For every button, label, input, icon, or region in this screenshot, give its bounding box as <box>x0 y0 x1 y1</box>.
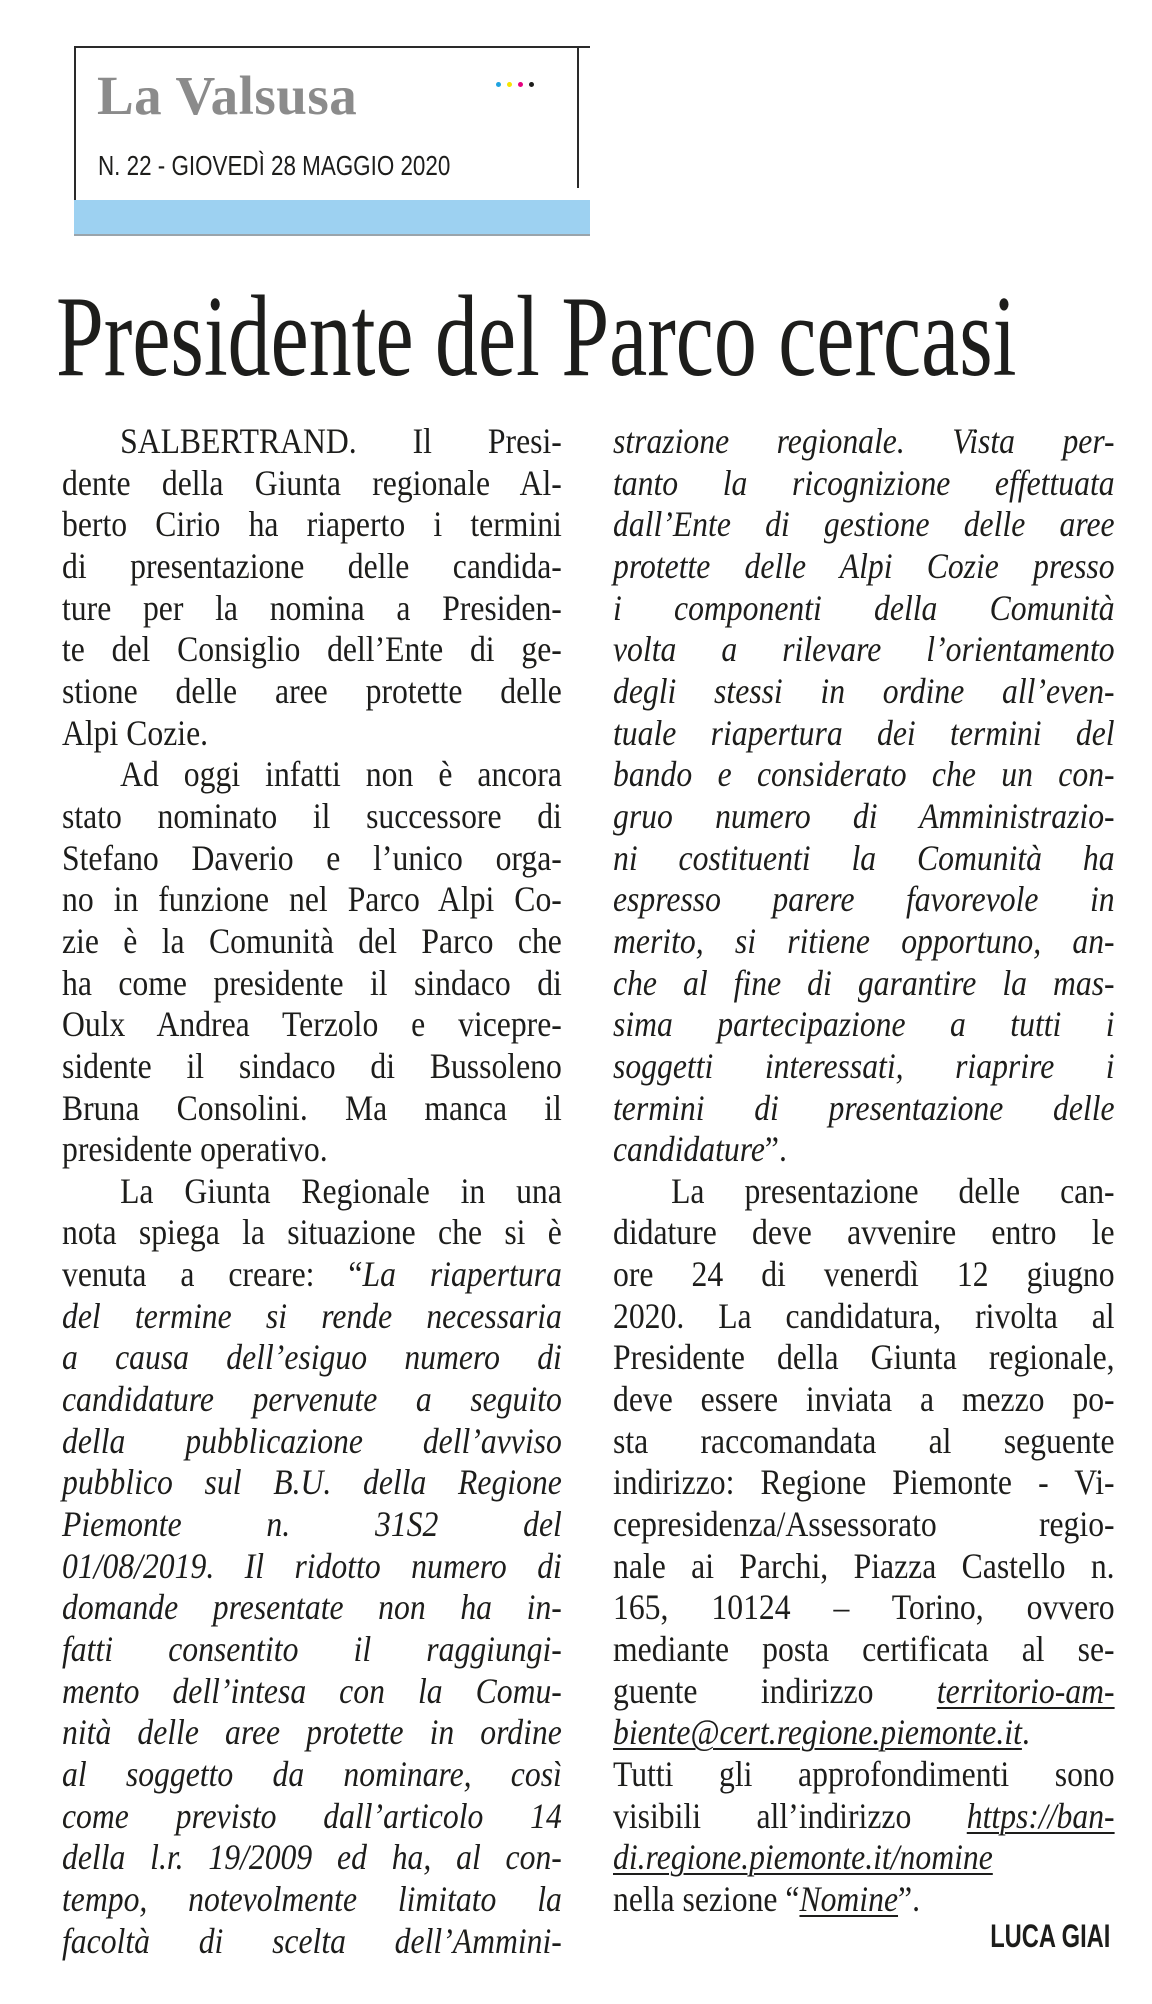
text-segment: della l.r. 19/2009 ed ha, al con- <box>62 1837 562 1878</box>
text-segment: zie è la Comunità del Parco che <box>62 920 562 961</box>
text-line <box>62 1629 562 1671</box>
registration-dot-black <box>529 82 534 87</box>
text-segment: sta raccomandata al seguente <box>613 1420 1115 1461</box>
text-segment: stato nominato il successore di <box>62 795 562 836</box>
text-segment: come previsto dall’articolo 14 <box>62 1795 562 1836</box>
author-byline: LUCA GIAI <box>989 1918 1110 1954</box>
text-segment: termini di presentazione delle <box>613 1087 1115 1128</box>
text-line <box>613 588 1115 630</box>
text-segment: Ad oggi infatti non è ancora <box>120 754 562 795</box>
text-segment: ”. <box>764 1129 787 1170</box>
text-line <box>613 1088 1115 1130</box>
text-segment: i componenti della Comunità <box>613 587 1115 628</box>
text-line <box>613 1629 1115 1671</box>
text-line <box>613 1587 1115 1629</box>
text-segment: Tutti gli approfondimenti sono <box>613 1754 1115 1794</box>
text-line <box>613 1504 1115 1546</box>
article-headline: Presidente del Parco cercasi <box>56 273 1017 401</box>
text-segment: mediante posta certificata al se- <box>613 1629 1115 1670</box>
text-segment: cepresidenza/Assessorato regio- <box>613 1504 1115 1545</box>
text-line <box>613 1004 1115 1046</box>
text-segment: della pubblicazione dell’avviso <box>62 1420 562 1461</box>
text-segment: 165, 10124 – Torino, ovvero <box>613 1587 1115 1628</box>
text-segment: ore 24 di venerdì 12 giugno <box>613 1254 1115 1295</box>
text-segment: La riapertura <box>362 1254 562 1295</box>
masthead-border-right <box>577 46 579 188</box>
text-segment: volta a rilevare l’orientamento <box>613 629 1115 670</box>
text-line <box>62 1504 562 1546</box>
text-segment: ni costituenti la Comunità ha <box>613 837 1115 878</box>
text-line <box>62 754 562 796</box>
text-segment: nale ai Parchi, Piazza Castello n. <box>613 1545 1115 1586</box>
text-line <box>613 1171 1115 1213</box>
text-segment: La presentazione delle can- <box>671 1170 1115 1211</box>
text-segment: ”. <box>898 1878 921 1919</box>
text-segment: te del Consiglio dell’Ente di ge- <box>62 629 562 670</box>
text-line <box>613 1379 1115 1421</box>
text-line <box>62 1337 562 1379</box>
text-line <box>613 796 1115 838</box>
newspaper-name: La Valsusa <box>97 65 358 126</box>
masthead-color-bar <box>74 200 590 235</box>
text-line <box>62 1254 562 1296</box>
registration-dot-cyan <box>496 82 501 87</box>
article-column-2 <box>613 421 1115 1921</box>
text-segment: nota spiega la situazione che si è <box>62 1212 562 1253</box>
text-line <box>613 1754 1115 1796</box>
text-segment: 01/08/2019. Il ridotto numero di <box>62 1545 562 1586</box>
text-line <box>62 1296 562 1338</box>
text-line <box>62 504 562 546</box>
text-segment: 2020. La candidatura, rivolta al <box>613 1295 1115 1336</box>
text-line <box>62 838 562 880</box>
issue-date: N. 22 - GIOVEDÌ 28 MAGGIO 2020 <box>98 150 451 181</box>
text-segment: sidente il sindaco di Bussoleno <box>62 1045 562 1086</box>
text-line <box>62 1879 562 1921</box>
link-text[interactable]: Nomine <box>799 1878 899 1919</box>
text-segment: al soggetto da nominare, così <box>62 1754 562 1794</box>
text-line <box>62 1379 562 1421</box>
text-segment: no in funzione nel Parco Alpi Co- <box>62 879 562 920</box>
text-line <box>62 1754 562 1796</box>
text-segment: Alpi Cozie. <box>62 712 209 753</box>
text-line <box>613 713 1115 755</box>
text-line <box>62 1004 562 1046</box>
text-line <box>62 1046 562 1088</box>
text-segment: domande presentate non ha in- <box>62 1587 562 1628</box>
text-line <box>62 1212 562 1254</box>
text-segment: ture per la nomina a Presiden- <box>62 587 562 628</box>
text-segment: didature deve avvenire entro le <box>613 1212 1115 1253</box>
text-line <box>613 421 1115 463</box>
text-segment: che al fine di garantire la mas- <box>613 962 1115 1003</box>
text-line <box>613 1212 1115 1254</box>
text-line <box>62 1587 562 1629</box>
text-segment: nità delle aree protette in ordine <box>62 1712 562 1753</box>
text-segment: a causa dell’esiguo numero di <box>62 1337 562 1378</box>
text-segment: di presentazione delle candida- <box>62 545 562 586</box>
text-line <box>62 546 562 588</box>
text-line <box>613 963 1115 1005</box>
text-segment: presidente operativo. <box>62 1129 328 1170</box>
text-segment: Bruna Consolini. Ma manca il <box>62 1087 562 1128</box>
article-column-1 <box>62 421 562 1962</box>
text-line <box>613 1671 1115 1713</box>
text-line <box>62 879 562 921</box>
text-segment: bando e considerato che un con- <box>613 754 1115 795</box>
text-line <box>613 1296 1115 1338</box>
text-line <box>613 1254 1115 1296</box>
text-line <box>613 1712 1115 1754</box>
text-line <box>613 838 1115 880</box>
text-segment: protette delle Alpi Cozie presso <box>613 545 1115 586</box>
text-line <box>613 546 1115 588</box>
text-segment: nella sezione “ <box>613 1878 800 1919</box>
text-segment: degli stessi in ordine all’even- <box>613 670 1115 711</box>
text-line <box>62 671 562 713</box>
text-line <box>613 754 1115 796</box>
text-segment: soggetti interessati, riaprire i <box>613 1045 1115 1086</box>
text-line <box>613 1837 1115 1879</box>
text-segment: Oulx Andrea Terzolo e vicepre- <box>62 1004 562 1045</box>
text-line <box>62 421 562 463</box>
text-segment: mento dell’intesa con la Comu- <box>62 1670 562 1711</box>
registration-dots <box>496 82 534 90</box>
text-segment: tanto la ricognizione effettuata <box>613 462 1115 503</box>
text-line <box>62 1462 562 1504</box>
text-segment: Presidente della Giunta regionale, <box>613 1337 1115 1378</box>
text-line <box>613 1129 1115 1171</box>
text-segment: ha come presidente il sindaco di <box>62 962 562 1003</box>
text-line <box>62 963 562 1005</box>
text-line <box>613 1046 1115 1088</box>
text-line <box>62 629 562 671</box>
text-line <box>613 1546 1115 1588</box>
text-line <box>62 1671 562 1713</box>
text-line <box>62 713 562 755</box>
text-segment: candidature pervenute a seguito <box>62 1379 562 1420</box>
text-line <box>613 463 1115 505</box>
text-line <box>62 1546 562 1588</box>
text-line <box>62 921 562 963</box>
text-segment: dall’Ente di gestione delle aree <box>613 504 1115 545</box>
text-segment: pubblico sul B.U. della Regione <box>62 1462 562 1503</box>
text-line <box>62 1171 562 1213</box>
registration-dot-yellow <box>507 82 512 87</box>
text-line <box>62 1837 562 1879</box>
link-text[interactable]: https://ban- <box>966 1795 1115 1836</box>
text-segment: facoltà di scelta dell’Ammini- <box>62 1920 562 1961</box>
text-line <box>613 1337 1115 1379</box>
text-line <box>613 879 1115 921</box>
text-segment: tuale riapertura dei termini del <box>613 712 1115 753</box>
text-segment: del termine si rende necessaria <box>62 1295 562 1336</box>
text-segment: tempo, notevolmente limitato la <box>62 1878 562 1919</box>
text-line <box>613 1796 1115 1838</box>
text-line <box>613 629 1115 671</box>
text-segment: Piemonte n. 31S2 del <box>62 1504 562 1545</box>
link-text[interactable]: territorio-am- <box>936 1670 1115 1711</box>
text-segment: berto Cirio ha riaperto i termini <box>62 504 562 545</box>
text-segment: dente della Giunta regionale Al- <box>62 462 562 503</box>
masthead-border-top <box>74 46 590 48</box>
text-segment: visibili all’indirizzo <box>613 1795 967 1836</box>
text-line <box>613 1462 1115 1504</box>
text-line <box>62 1712 562 1754</box>
text-segment: SALBERTRAND. Il Presi- <box>120 421 562 461</box>
text-line <box>613 504 1115 546</box>
text-line <box>613 921 1115 963</box>
text-line <box>62 588 562 630</box>
link-text[interactable]: biente@cert.regione.piemonte.it <box>613 1712 1022 1753</box>
masthead-border-left <box>74 46 76 202</box>
text-segment: venuta a creare: “ <box>62 1254 363 1295</box>
text-segment: stione delle aree protette delle <box>62 670 562 711</box>
registration-dot-magenta <box>518 82 523 87</box>
text-line <box>613 1879 1115 1921</box>
text-segment: . <box>1021 1712 1030 1753</box>
link-text[interactable]: di.regione.piemonte.it/nomine <box>613 1837 993 1878</box>
text-segment: deve essere inviata a mezzo po- <box>613 1379 1115 1420</box>
text-line <box>62 1088 562 1130</box>
text-segment: espresso parere favorevole in <box>613 879 1115 920</box>
text-segment: La Giunta Regionale in una <box>120 1170 562 1211</box>
text-segment: indirizzo: Regione Piemonte - Vi- <box>613 1462 1115 1503</box>
text-line <box>62 1796 562 1838</box>
text-line <box>62 796 562 838</box>
text-segment: fatti consentito il raggiungi- <box>62 1629 562 1670</box>
text-segment: Stefano Daverio e l’unico orga- <box>62 837 562 878</box>
text-line <box>62 1921 562 1963</box>
text-segment: candidature <box>613 1129 765 1170</box>
text-segment: sima partecipazione a tutti i <box>613 1004 1115 1045</box>
text-segment: gruo numero di Amministrazio- <box>613 795 1115 836</box>
text-line <box>613 1421 1115 1463</box>
text-segment: guente indirizzo <box>613 1670 937 1711</box>
text-segment: merito, si ritiene opportuno, an- <box>613 920 1115 961</box>
text-line <box>62 463 562 505</box>
text-line <box>613 671 1115 713</box>
masthead-bar-edge <box>74 234 590 236</box>
text-line <box>62 1129 562 1171</box>
text-line <box>62 1421 562 1463</box>
text-segment: strazione regionale. Vista per- <box>613 421 1115 461</box>
